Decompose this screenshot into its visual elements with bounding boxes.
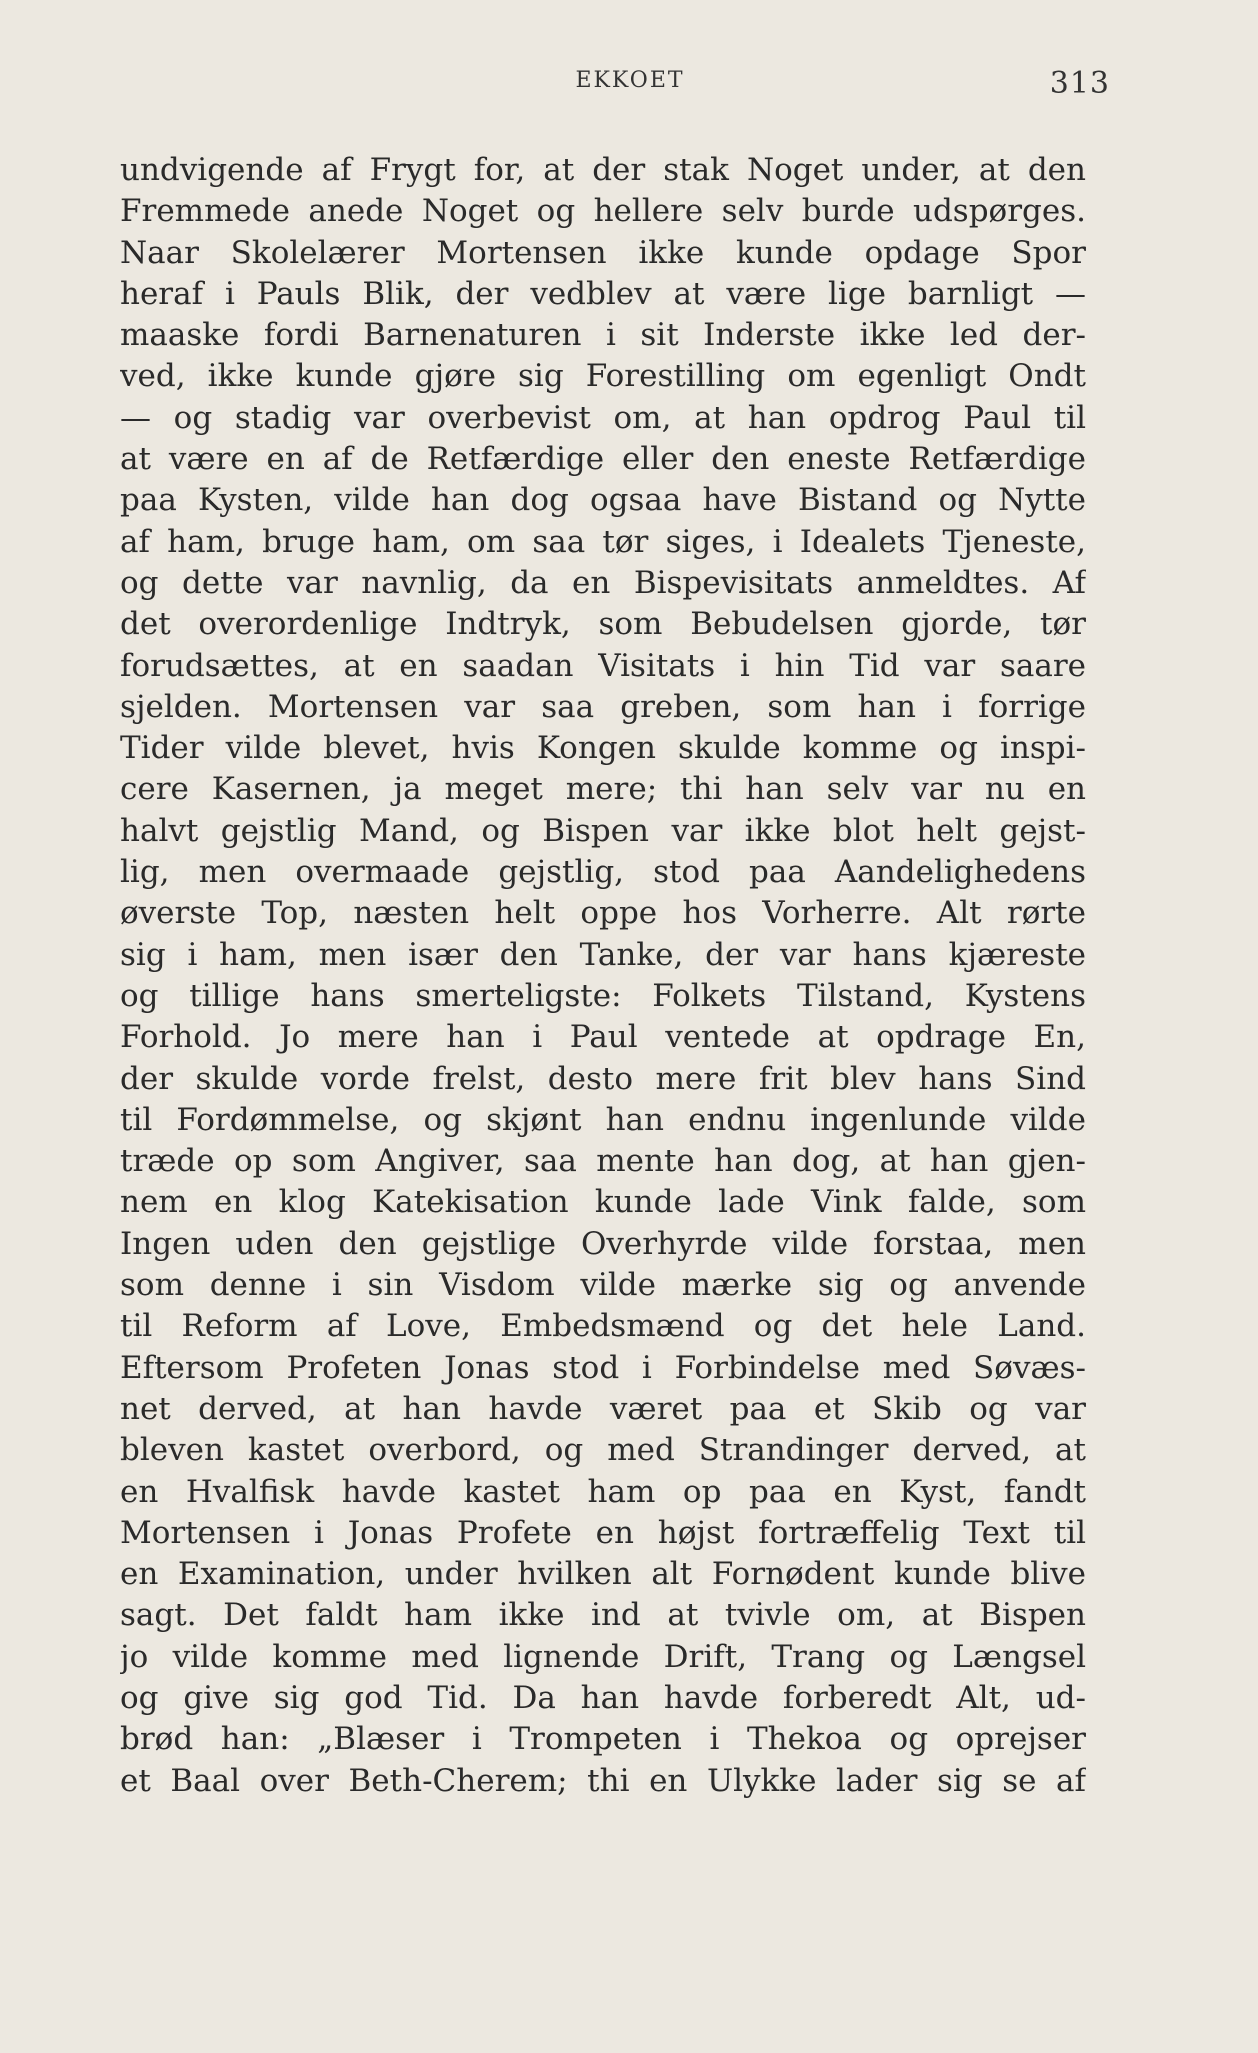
text-line: en Hvalfisk havde kastet ham op paa en Kyst, fandt	[120, 1473, 1086, 1510]
text-line: et Baal over Beth-Cherem; thi en Ulykke lader sig se af	[120, 1762, 1086, 1799]
text-line: Tider vilde blevet, hvis Kongen skulde komme og inspi-	[120, 730, 1086, 767]
text-line: cere Kasernen, ja meget mere; thi han selv var nu en	[120, 771, 1086, 808]
text-line: paa Kysten, vilde han dog ogsaa have Bistand og Nytte	[120, 482, 1086, 519]
text-line: jo vilde komme med lignende Drift, Trang og Længsel	[120, 1638, 1086, 1675]
text-line: sjelden. Mortensen var saa greben, som han i forrige	[120, 688, 1086, 725]
text-line: Mortensen i Jonas Profete en højst fortræffelig Text til	[120, 1514, 1086, 1551]
text-line: og dette var navnlig, da en Bispevisitats anmeldtes. Af	[120, 564, 1086, 601]
text-line: — og stadig var overbevist om, at han opdrog Paul til	[120, 399, 1086, 436]
text-line: Naar Skolelærer Mortensen ikke kunde opdage Spor	[120, 234, 1086, 271]
text-line: ved, ikke kunde gjøre sig Forestilling om egenligt Ondt	[120, 358, 1086, 395]
running-title: EKKOET	[575, 68, 685, 93]
text-line: som denne i sin Visdom vilde mærke sig og anvende	[120, 1267, 1086, 1304]
text-line: brød han: „Blæser i Trompeten i Thekoa og oprejser	[120, 1721, 1086, 1758]
text-line: at være en af de Retfærdige eller den eneste Retfærdige	[120, 441, 1086, 478]
text-line: en Examination, under hvilken alt Fornødent kunde blive	[120, 1556, 1086, 1593]
text-line: heraf i Pauls Blik, der vedblev at være lige barnligt —	[120, 275, 1086, 312]
body-text	[120, 150, 1086, 1802]
text-line: træde op som Angiver, saa mente han dog, at han gjen-	[120, 1143, 1086, 1180]
text-line: net derved, at han havde været paa et Skib og var	[120, 1390, 1086, 1427]
text-line: af ham, bruge ham, om saa tør siges, i Idealets Tjeneste,	[120, 523, 1086, 560]
text-line: nem en klog Katekisation kunde lade Vink falde, som	[120, 1184, 1086, 1221]
text-line: Forhold. Jo mere han i Paul ventede at opdrage En,	[120, 1019, 1086, 1056]
text-line: sagt. Det faldt ham ikke ind at tvivle om, at Bispen	[120, 1597, 1086, 1634]
text-line: til Reform af Love, Embedsmænd og det hele Land.	[120, 1308, 1086, 1345]
text-line: og tillige hans smerteligste: Folkets Tilstand, Kystens	[120, 977, 1086, 1014]
text-line: øverste Top, næsten helt oppe hos Vorherre. Alt rørte	[120, 895, 1086, 932]
text-line: halvt gejstlig Mand, og Bispen var ikke blot helt gejst-	[120, 812, 1086, 849]
page-number: 313	[1049, 66, 1110, 101]
text-line: Eftersom Profeten Jonas stod i Forbindelse med Søvæs-	[120, 1349, 1086, 1386]
text-line: lig, men overmaade gejstlig, stod paa Aandelighedens	[120, 854, 1086, 891]
text-line: bleven kastet overbord, og med Strandinger derved, at	[120, 1432, 1086, 1469]
text-line: sig i ham, men især den Tanke, der var hans kjæreste	[120, 936, 1086, 973]
text-line: der skulde vorde frelst, desto mere frit blev hans Sind	[120, 1060, 1086, 1097]
running-head	[120, 66, 1140, 106]
text-line: maaske fordi Barnenaturen i sit Inderste ikke led der-	[120, 317, 1086, 354]
text-line: og give sig god Tid. Da han havde forberedt Alt, ud-	[120, 1679, 1086, 1716]
text-line: Ingen uden den gejstlige Overhyrde vilde forstaa, men	[120, 1225, 1086, 1262]
text-line: undvigende af Frygt for, at der stak Noget under, at den	[120, 152, 1086, 188]
text-line: det overordenlige Indtryk, som Bebudelsen gjorde, tør	[120, 606, 1086, 643]
text-line: til Fordømmelse, og skjønt han endnu ingenlunde vilde	[120, 1101, 1086, 1138]
text-line: Fremmede anede Noget og hellere selv burde udspørges.	[120, 193, 1086, 230]
text-line: forudsættes, at en saadan Visitats i hin Tid var saare	[120, 647, 1086, 684]
